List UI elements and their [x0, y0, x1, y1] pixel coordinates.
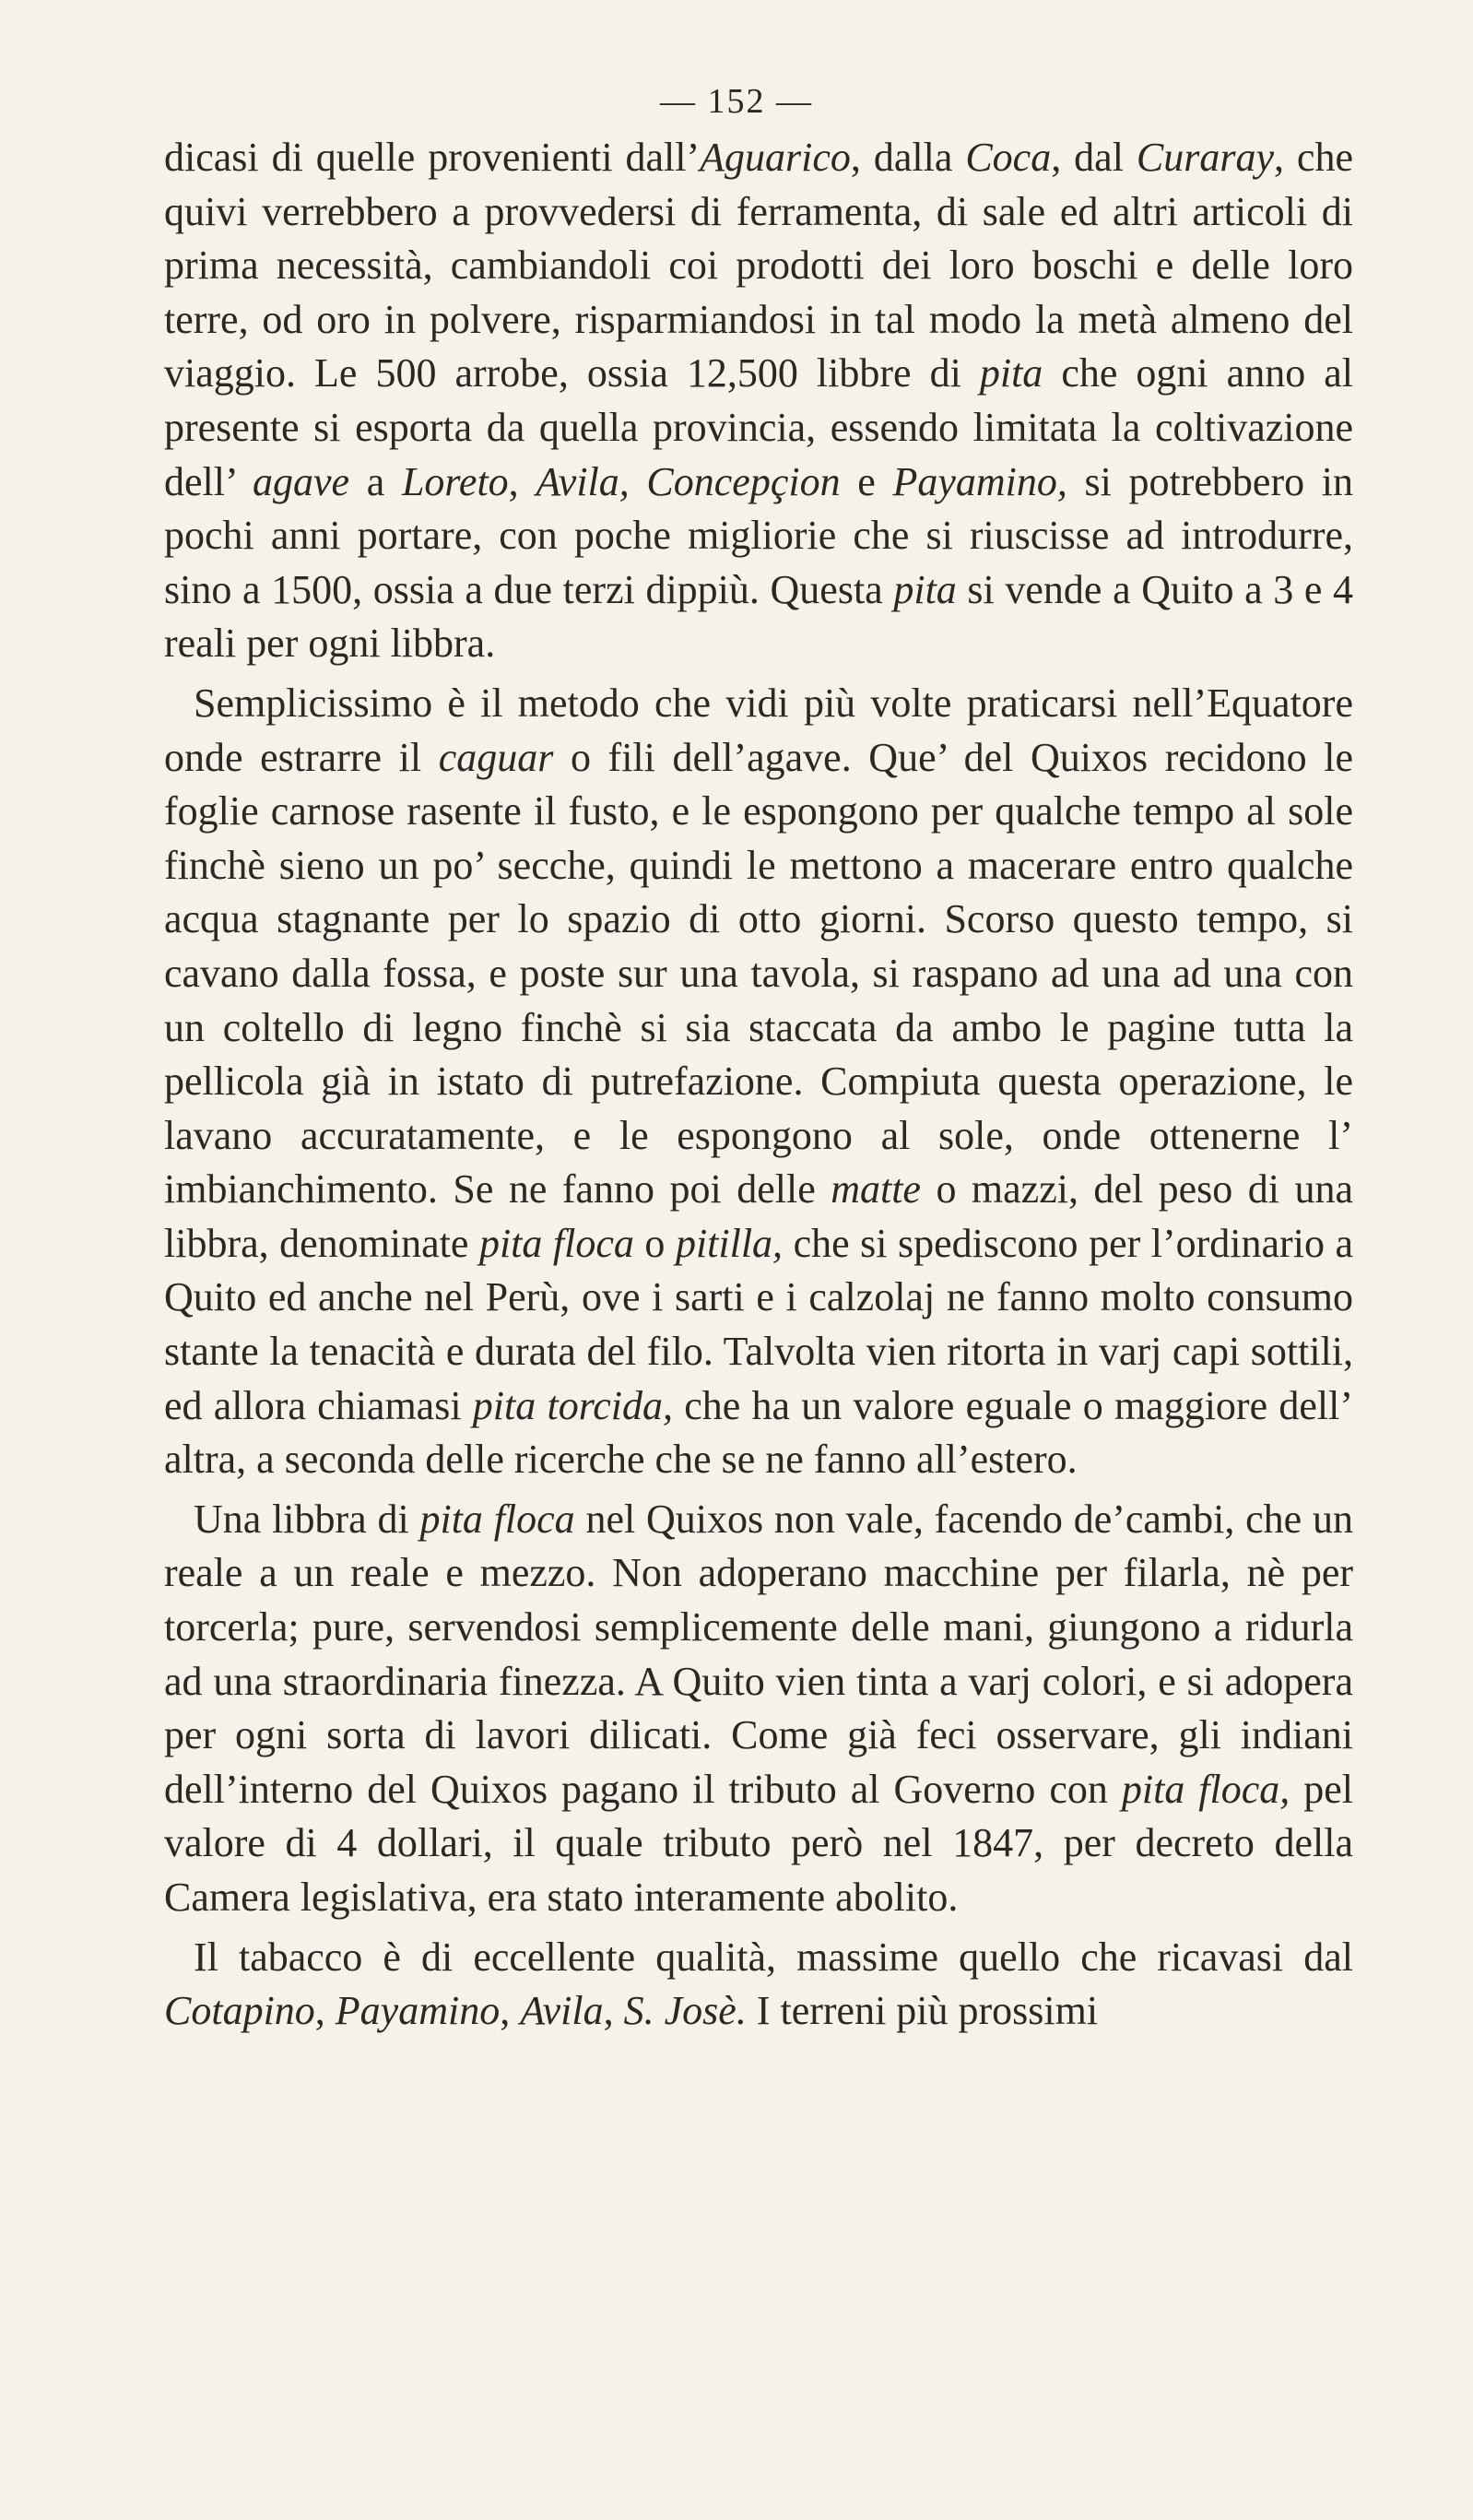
- text-run: dicasi di quelle provenienti dall’: [164, 135, 701, 180]
- text-run: I terreni più prossimi: [746, 1988, 1099, 2034]
- italic-text: pita floca: [478, 1220, 634, 1266]
- text-run: ,: [500, 1988, 521, 2034]
- text-run: che ha un valore eguale o maggiore dell’ altra, a seconda delle ricerche che se ne fanno all’estero.: [164, 1382, 1353, 1483]
- text-run: o: [633, 1220, 676, 1266]
- text-run: ,: [508, 458, 536, 504]
- text-run: o mazzi, del peso di una libbra, denominate: [164, 1166, 1353, 1266]
- text-run: , che quivi verrebbero a provvedersi di ferramenta, di sale ed altri articoli di prima necessità, cambiandoli coi prodotti dei loro boschi e delle loro terre, od oro in polvere, risparmiandosi in tal modo la metà almeno del viaggio. Le 500 arrobe, ossia 12,500 libbre di: [164, 135, 1353, 396]
- italic-text: pita floca,: [1121, 1766, 1290, 1812]
- italic-text: Loreto: [401, 458, 509, 504]
- italic-text: S. Josè.: [623, 1988, 747, 2034]
- text-run: , dal: [1051, 135, 1137, 180]
- italic-text: caguar: [438, 734, 554, 780]
- italic-text: Cotapino: [164, 1988, 315, 2034]
- text-run: o fili dell’agave. Que’ del Quixos recidono le foglie carnose rasente il fusto, e le espongono per qualche tempo al sole finchè sieno un po’ secche, quindi le mettono a macerare entro qualche acqua stagnante per lo spazio di otto giorni. Scorso questo tempo, si cavano dalla fossa, e poste sur una tavola, si raspano ad una ad una con un coltello di legno finchè si sia staccata da ambo le pagine tutta la pellicola già in istato di putrefazione. Compiuta questa operazione, le lavano accuratamente, e le espongono al sole, onde ottenerne l’ imbianchimento. Se ne fanno poi delle: [164, 734, 1353, 1213]
- body-text: [164, 131, 1353, 2039]
- italic-text: Payamino: [335, 1988, 501, 2034]
- text-run: pel valore di 4 dollari, il quale tributo però nel 1847, per decreto della Camera legislativa, era stato interamente abolito.: [164, 1766, 1353, 1920]
- italic-text: pitilla,: [675, 1220, 784, 1266]
- italic-text: pita: [893, 566, 957, 612]
- text-run: a: [349, 458, 402, 504]
- text-run: e: [840, 458, 893, 504]
- paragraph: [164, 131, 1353, 671]
- text-run: Semplicissimo è il metodo che vidi più volte praticarsi nell’Equatore onde estrarre il: [164, 680, 1353, 780]
- text-run: Il tabacco è di eccellente qualità, massime quello che ricavasi dal: [194, 1934, 1353, 1980]
- italic-text: matte: [831, 1166, 921, 1213]
- paragraph: [164, 1493, 1353, 1925]
- text-run: Una libbra di: [194, 1496, 420, 1542]
- italic-text: Aguarico: [700, 135, 851, 180]
- paragraph: [164, 1931, 1353, 2039]
- text-run: si vende a Quito a 3 e 4 reali per ogni libbra.: [164, 566, 1354, 667]
- italic-text: Curaray: [1136, 135, 1274, 180]
- italic-text: Payamino,: [892, 458, 1067, 504]
- text-run: ,: [314, 1988, 336, 2034]
- text-run: che si spediscono per l’ordinario a Quito ed anche nel Perù, ove i sarti e i calzolaj ne fanno molto consumo stante la tenacità e durata del filo. Talvolta vien ritorta in varj capi sottili, ed allora chiamasi: [164, 1220, 1353, 1428]
- text-run: ,: [603, 1988, 624, 2034]
- text-run: che ogni anno al presente si esporta da quella provincia, essendo limitata la coltivazione dell’: [164, 350, 1353, 504]
- text-run: nel Quixos non vale, facendo de’cambi, che un reale a un reale e mezzo. Non adoperano macchine per filarla, nè per torcerla; pure, servendosi semplicemente delle mani, giungono a ridurla ad una straordinaria finezza. A Quito vien tinta a varj colori, e si adopera per ogni sorta di lavori dilicati. Come già feci osservare, gli indiani dell’interno del Quixos pagano il tributo al Governo con: [164, 1496, 1353, 1812]
- italic-text: pita floca: [419, 1496, 575, 1542]
- italic-text: pita torcida,: [472, 1382, 673, 1428]
- italic-text: pita: [979, 350, 1043, 396]
- text-run: , dalla: [850, 135, 966, 180]
- text-run: si potrebbero in pochi anni portare, con poche migliorie che si riuscisse ad introdurre, sino a 1500, ossia a due terzi dippiù. Questa: [164, 458, 1354, 612]
- paragraph: [164, 677, 1353, 1487]
- italic-text: Avila: [520, 1988, 604, 2034]
- page-number: — 152 —: [660, 82, 813, 121]
- italic-text: Coca: [965, 135, 1052, 180]
- italic-text: Avila, Concepçion: [536, 458, 841, 504]
- italic-text: agave: [253, 458, 350, 504]
